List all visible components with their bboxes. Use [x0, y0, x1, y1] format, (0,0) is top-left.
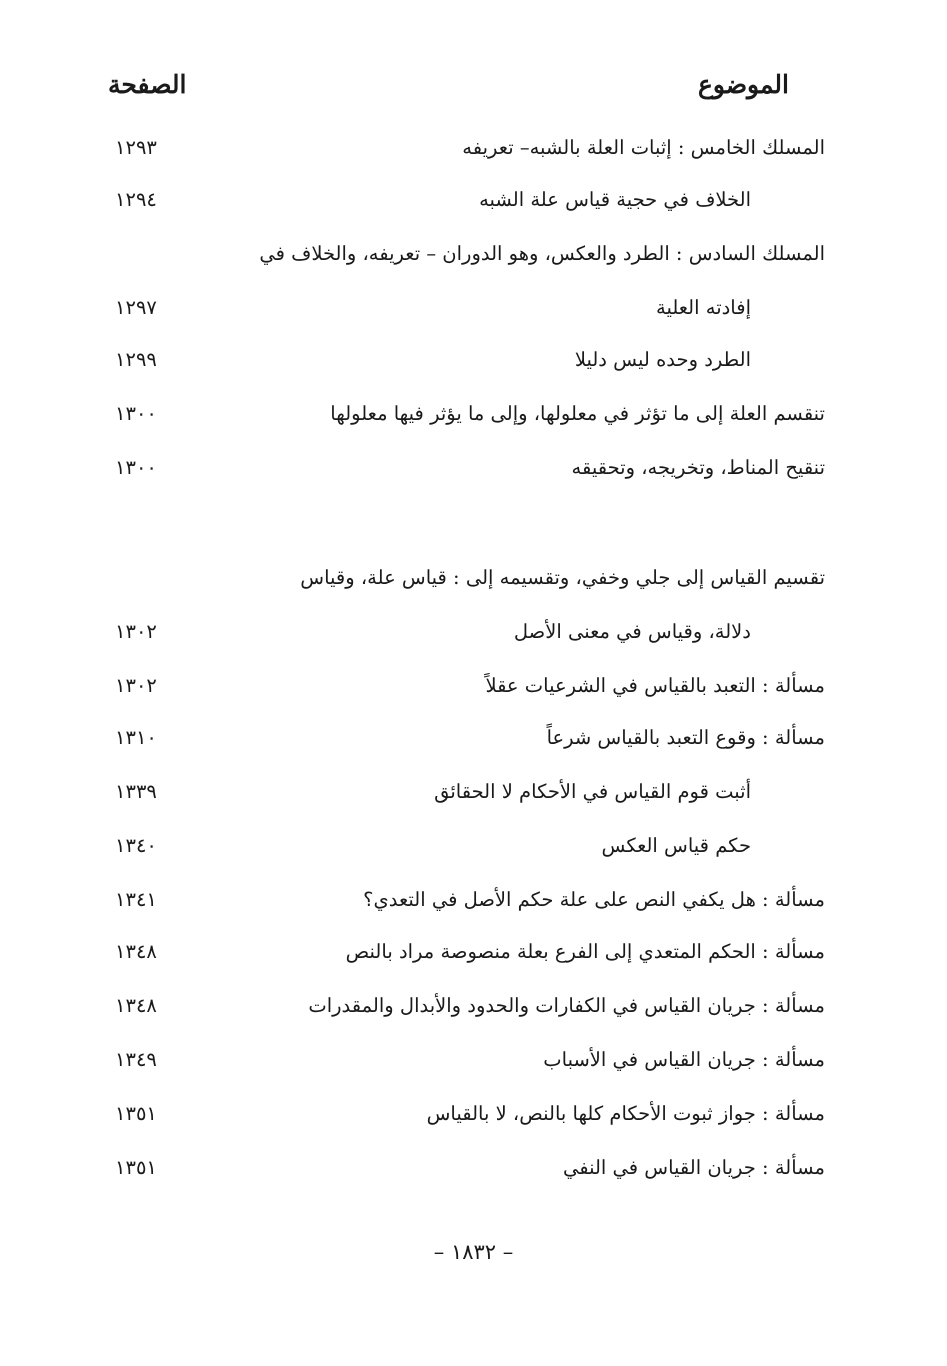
index-entry-page: ١٣٤٩	[115, 1048, 157, 1071]
index-row	[0, 396, 947, 436]
index-entry-text: مسألة : جريان القياس في الكفارات والحدود والأبدال والمقدرات	[308, 994, 825, 1017]
index-entry-text: تقسيم القياس إلى جلي وخفي، وتقسيمه إلى : قياس علة، وقياس	[300, 566, 825, 589]
index-entry-page: ١٣٤٠	[115, 834, 157, 857]
index-row	[0, 828, 947, 868]
index-row	[0, 130, 947, 170]
index-entry-page: ١٣٥١	[115, 1156, 157, 1179]
index-entry-text: أثبت قوم القياس في الأحكام لا الحقائق	[434, 780, 751, 803]
index-entry-text: تنقيح المناط، وتخريجه، وتحقيقه	[571, 456, 825, 479]
index-entry-text: دلالة، وقياس في معنى الأصل	[513, 620, 751, 643]
index-row	[0, 614, 947, 654]
index-entry-page: ١٣٣٩	[115, 780, 157, 803]
index-row	[0, 882, 947, 922]
index-row	[0, 342, 947, 382]
index-entry-text: مسألة : جريان القياس في النفي	[562, 1156, 825, 1179]
index-entry-page: ١٣١٠	[115, 726, 157, 749]
index-entry-text: مسألة : الحكم المتعدي إلى الفرع بعلة منصوصة مراد بالنص	[345, 940, 825, 963]
index-entry-page: ١٢٩٣	[115, 136, 157, 159]
index-entry-page: ١٣٠٢	[115, 674, 157, 697]
index-row	[0, 290, 947, 330]
index-entry-text: مسألة : التعبد بالقياس في الشرعيات عقلاً	[485, 674, 825, 697]
page-number: – ١٨٣٢ –	[433, 1240, 514, 1264]
index-entry-text: المسلك السادس : الطرد والعكس، وهو الدوران – تعريفه، والخلاف في	[259, 242, 825, 265]
index-entry-text: مسألة : جواز ثبوت الأحكام كلها بالنص، لا بالقياس	[426, 1102, 825, 1125]
index-entry-page: ١٢٩٤	[115, 188, 157, 211]
index-entry-text: تنقسم العلة إلى ما تؤثر في معلولها، وإلى ما يؤثر فيها معلولها	[330, 402, 825, 425]
index-row	[0, 668, 947, 708]
topic-column-header: الموضوع	[698, 70, 789, 99]
index-entry-text: الخلاف في حجية قياس علة الشبه	[479, 188, 751, 211]
index-entry-text: الطرد وحده ليس دليلا	[574, 348, 751, 371]
index-row	[0, 988, 947, 1028]
index-row	[0, 560, 947, 600]
index-row	[0, 1042, 947, 1082]
index-entry-text: إفادته العلية	[655, 296, 751, 319]
index-entry-page: ١٣٤٨	[115, 994, 157, 1017]
index-entry-text: حكم قياس العكس	[601, 834, 751, 857]
index-entry-text: المسلك الخامس : إثبات العلة بالشبه– تعريفه	[462, 136, 825, 159]
page-column-header: الصفحة	[108, 70, 187, 99]
index-row	[0, 236, 947, 276]
index-entry-page: ١٣٤٨	[115, 940, 157, 963]
index-row	[0, 1150, 947, 1190]
index-row	[0, 720, 947, 760]
index-entry-page: ١٢٩٧	[115, 296, 157, 319]
index-entry-page: ١٣٠٢	[115, 620, 157, 643]
index-row	[0, 934, 947, 974]
index-entry-page: ١٣٤١	[115, 888, 157, 911]
index-row	[0, 182, 947, 222]
index-entry-page: ١٣٥١	[115, 1102, 157, 1125]
index-entry-text: مسألة : هل يكفي النص على علة حكم الأصل في التعدي؟	[363, 888, 825, 911]
index-row	[0, 450, 947, 490]
index-row	[0, 774, 947, 814]
index-entry-page: ١٣٠٠	[115, 456, 157, 479]
index-entry-text: مسألة : وقوع التعبد بالقياس شرعاً	[546, 726, 825, 749]
index-row	[0, 1096, 947, 1136]
index-entry-page: ١٢٩٩	[115, 348, 157, 371]
index-entry-page: ١٣٠٠	[115, 402, 157, 425]
index-entry-text: مسألة : جريان القياس في الأسباب	[543, 1048, 825, 1071]
